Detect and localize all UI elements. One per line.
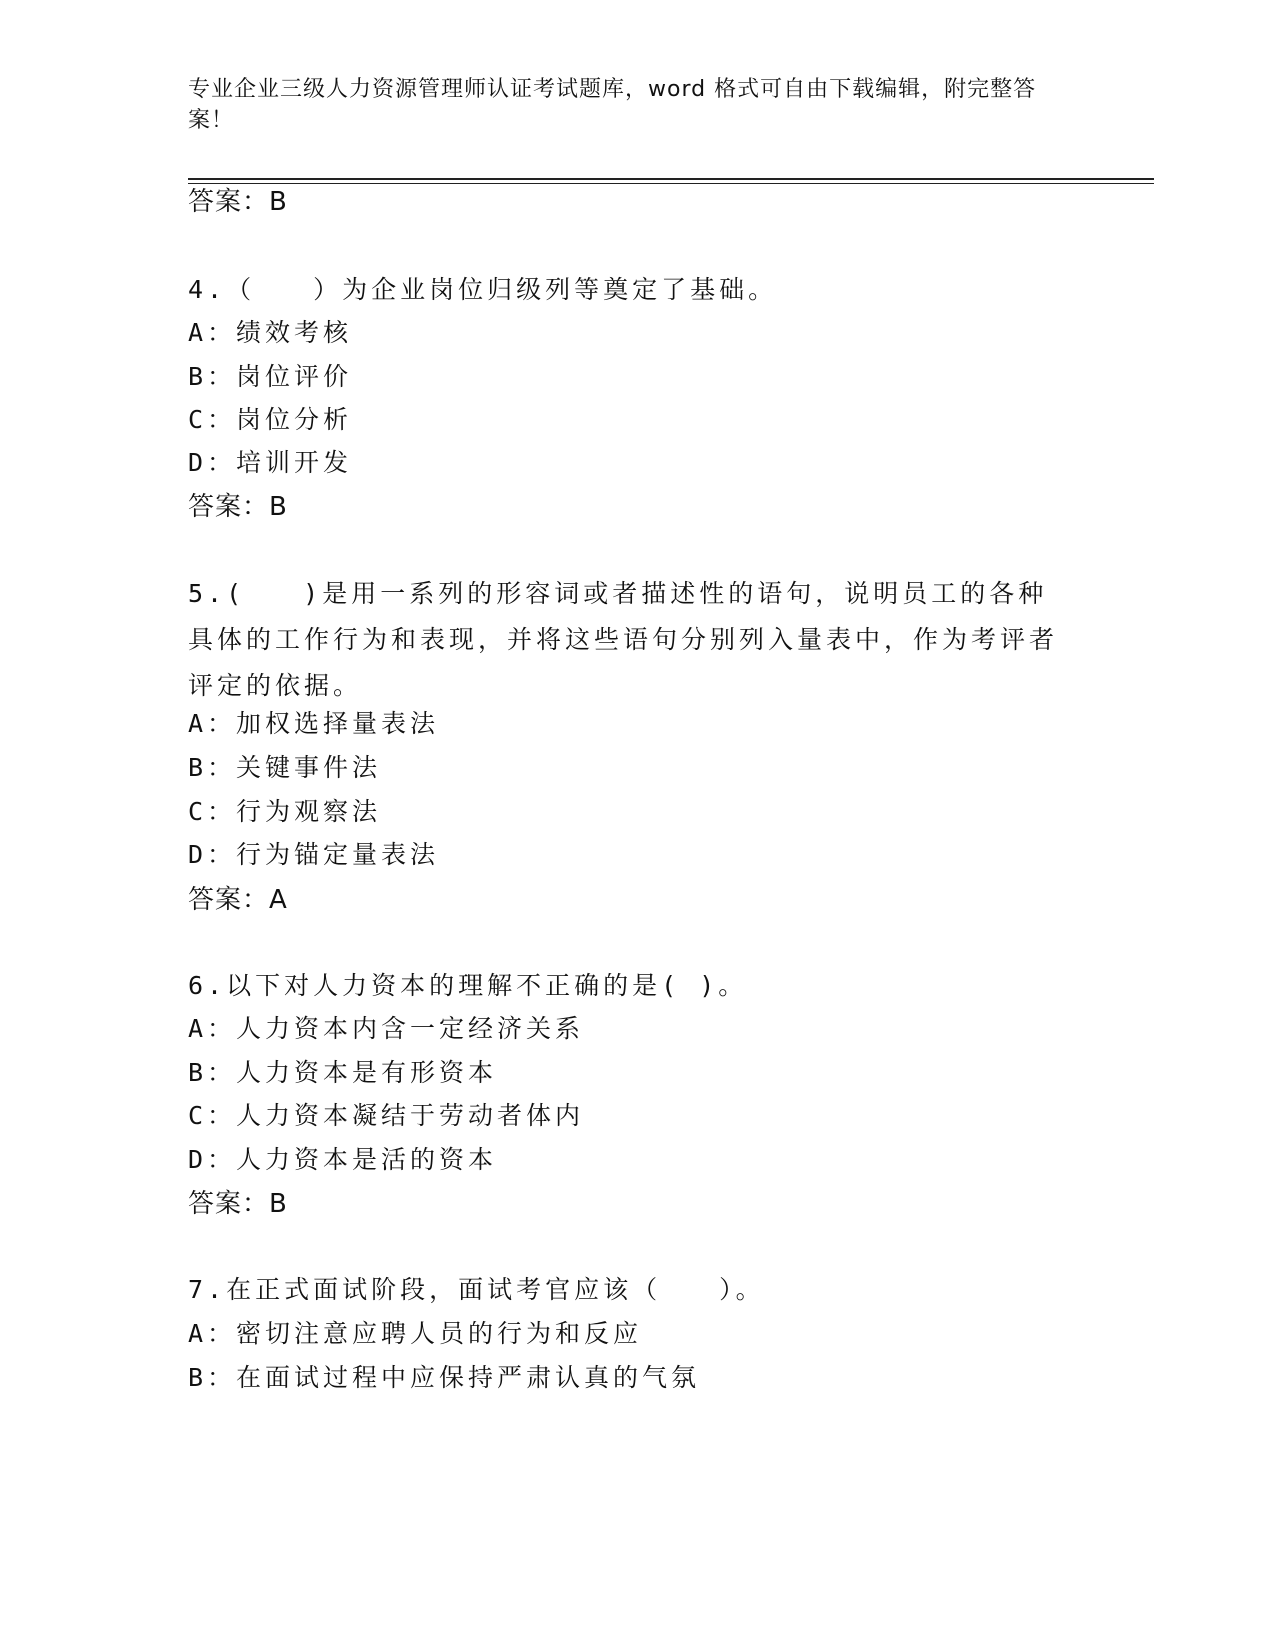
question-5-stem: 5.( )是用一系列的形容词或者描述性的语句，说明员工的各种具体的工作行为和表现，并将这些语句分别列入量表中，作为考评者评定的依据。 [188, 579, 1059, 700]
question-7-option-b: B：在面试过程中应保持严肃认真的气氛 [188, 1363, 701, 1392]
question-6-option-c: C：人力资本凝结于劳动者体内 [188, 1101, 585, 1130]
question-5-option-a: A：加权选择量表法 [188, 709, 440, 738]
question-4-option-c: C：岗位分析 [188, 405, 353, 434]
question-5-option-d: D：行为锚定量表法 [188, 840, 440, 869]
header-divider-thick [188, 178, 1154, 180]
question-6-option-d: D：人力资本是活的资本 [188, 1145, 498, 1174]
question-4-option-b: B：岗位评价 [188, 362, 353, 391]
question-7-stem: 7.在正式面试阶段，面试考官应该（ ）。 [188, 1275, 765, 1304]
question-5-answer: 答案：A [188, 885, 288, 915]
question-4-option-a: A：绩效考核 [188, 318, 353, 347]
question-7-option-a: A：密切注意应聘人员的行为和反应 [188, 1319, 643, 1348]
question-4-option-d: D：培训开发 [188, 448, 353, 477]
header-divider-thin [188, 183, 1154, 184]
question-4-answer: 答案：B [188, 492, 288, 522]
question-6-option-a: A：人力资本内含一定经济关系 [188, 1014, 585, 1043]
question-6-answer: 答案：B [188, 1189, 288, 1219]
question-6-stem: 6.以下对人力资本的理解不正确的是( )。 [188, 971, 748, 1000]
question-6-option-b: B：人力资本是有形资本 [188, 1058, 498, 1087]
question-5-option-c: C：行为观察法 [188, 797, 382, 826]
question-5-option-b: B：关键事件法 [188, 753, 382, 782]
question-4-stem: 4.（ ）为企业岗位归级列等奠定了基础。 [188, 275, 778, 304]
header-note: 专业企业三级人力资源管理师认证考试题库，word 格式可自由下载编辑，附完整答案！ [188, 77, 1037, 133]
answer-prev: 答案：B [188, 187, 288, 217]
